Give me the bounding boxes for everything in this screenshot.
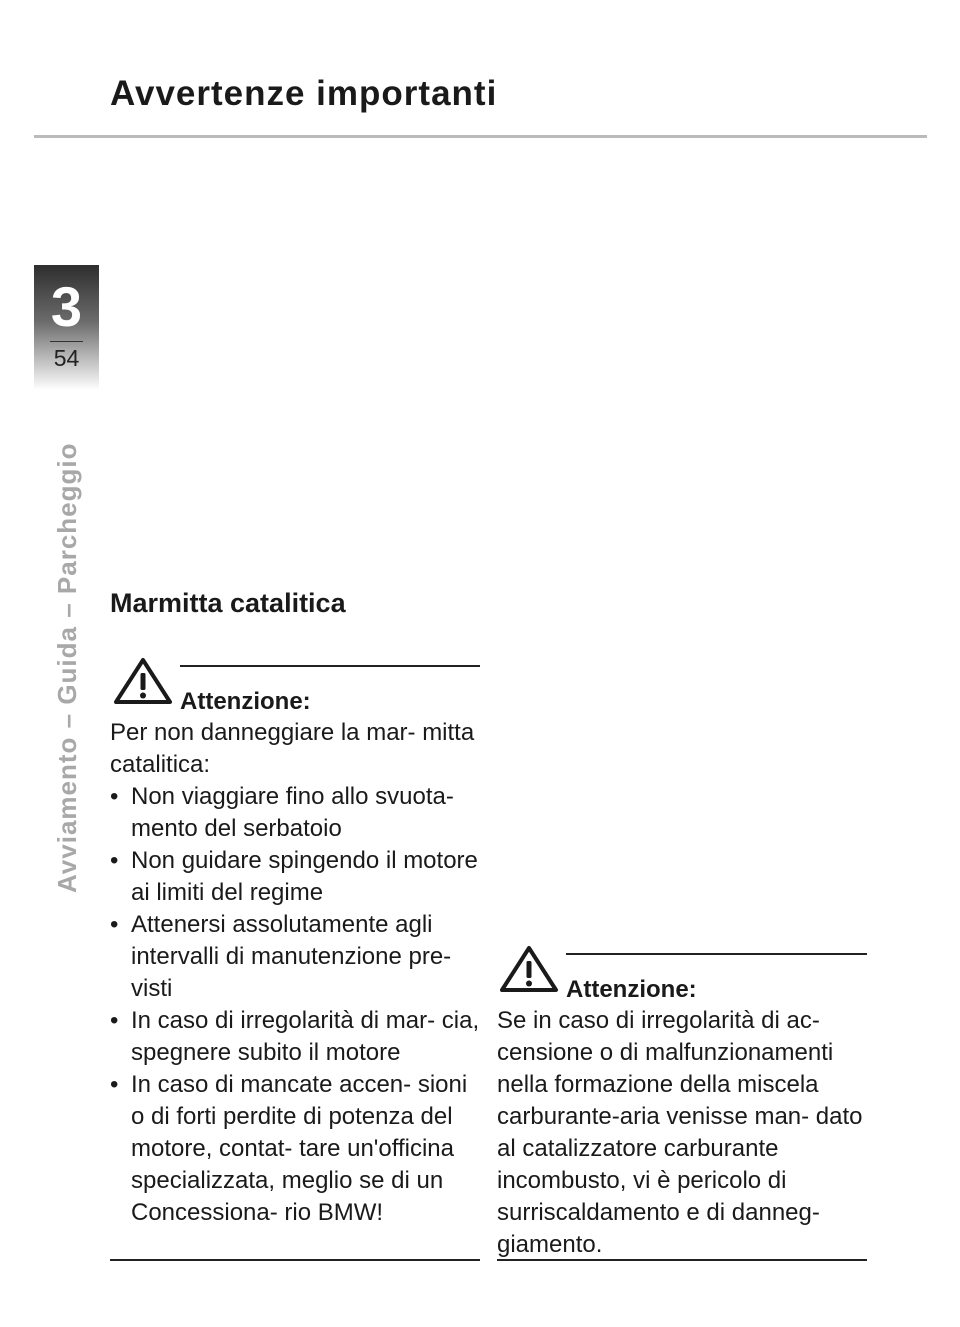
warning-label: Attenzione:: [566, 976, 697, 1003]
warning-label: Attenzione:: [180, 688, 311, 715]
page-number: 54: [53, 345, 80, 371]
chapter-side-label: Avviamento – Guida – Parcheggio: [52, 442, 82, 893]
list-item: • Non viaggiare fino allo svuota- mento del serbatoio: [110, 781, 482, 845]
section-title: Marmitta catalitica: [110, 588, 346, 618]
warning-triangle-icon: [499, 945, 559, 993]
chapter-divider: [50, 341, 83, 342]
header-divider: [34, 135, 927, 138]
warning-list: [110, 781, 482, 1229]
warning-intro: Per non danneggiare la mar- mitta catalitica:: [110, 719, 475, 778]
warning-top-rule: [180, 665, 480, 667]
chapter-tab: [34, 265, 99, 390]
chapter-number: 3: [50, 275, 83, 338]
warning-body: [110, 717, 482, 1229]
page-title: Avvertenze importanti: [110, 74, 498, 113]
warning-bottom-rule: [110, 1259, 480, 1261]
warning-body: [497, 1005, 869, 1261]
warning-triangle-icon: [113, 657, 173, 705]
warning-top-rule: [566, 953, 867, 955]
warning-bottom-rule: [497, 1259, 867, 1261]
list-item: • Attenersi assolutamente agli intervalli di manutenzione pre- visti: [110, 909, 482, 1005]
list-item: • Non guidare spingendo il motore ai limiti del regime: [110, 845, 482, 909]
warning-text: Se in caso di irregolarità di ac- censione o di malfunzionamenti nella formazione della miscela carburante-aria venisse man- dato al catalizzatore carburante incombusto, vi è pericolo di surriscaldamento e di danneg- giamento.: [497, 1007, 863, 1258]
list-item: • In caso di mancate accen- sioni o di forti perdite di potenza del motore, contat- tare un'officina specializzata, meglio se di un Concessiona- rio BMW!: [110, 1069, 482, 1229]
list-item: • In caso di irregolarità di mar- cia, spegnere subito il motore: [110, 1005, 482, 1069]
